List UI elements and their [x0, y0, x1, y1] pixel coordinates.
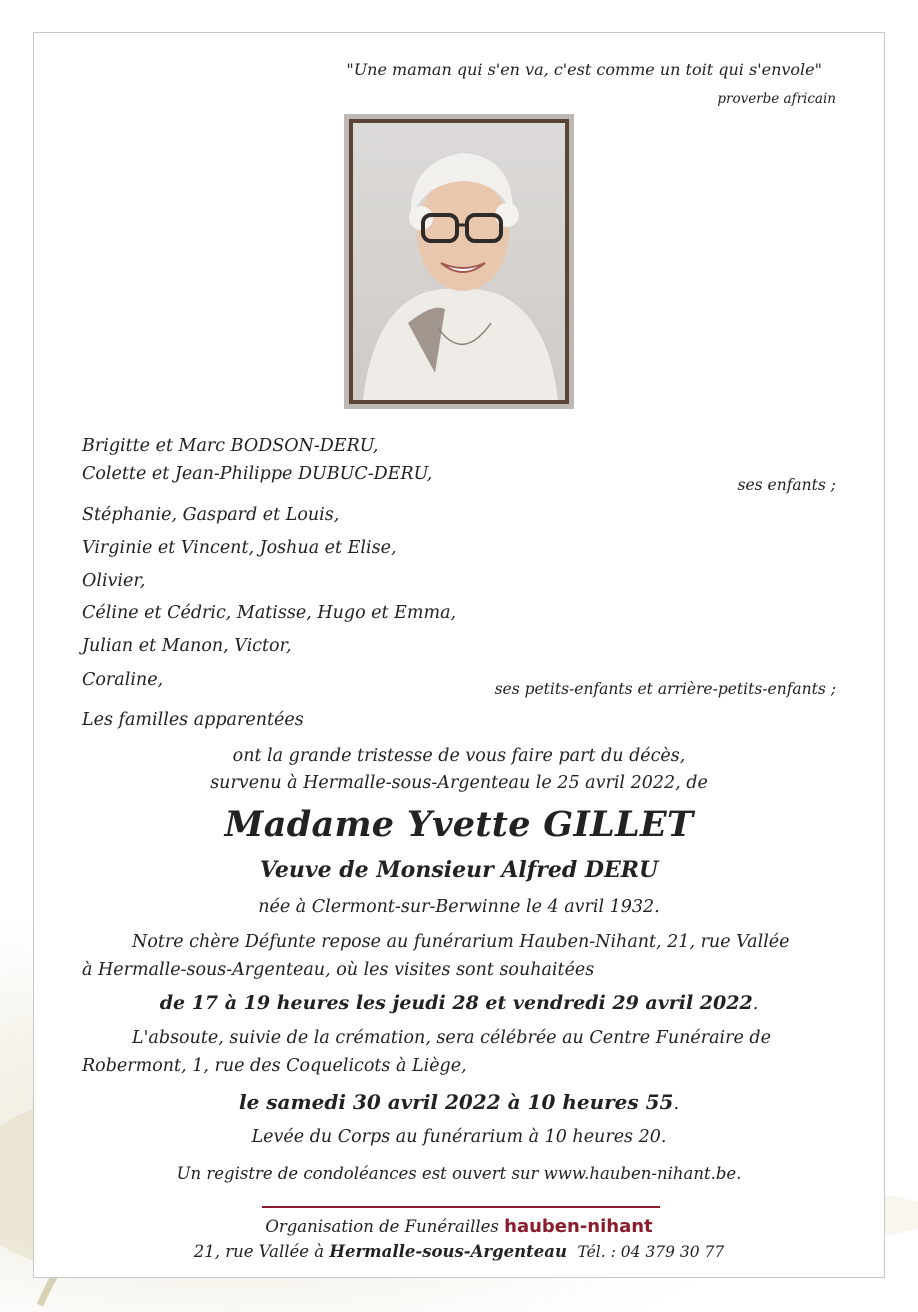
- grandchildren-label: ses petits-enfants et arrière-petits-enfants ;: [494, 680, 836, 698]
- ceremony-line-2: Robermont, 1, rue des Coquelicots à Liège,: [82, 1056, 467, 1076]
- ceremony-date-end: .: [673, 1094, 680, 1114]
- footer-address-city: Hermalle-sous-Argenteau: [329, 1242, 567, 1261]
- announcement-line-2: survenu à Hermalle-sous-Argenteau le 25 avril 2022, de: [210, 773, 708, 793]
- footer-org-prefix: Organisation de Funérailles: [265, 1217, 499, 1236]
- footer-org-line: [0, 1216, 918, 1237]
- portrait-photo: [349, 119, 569, 404]
- quote-text: "Une maman qui s'en va, c'est comme un toit qui s'envole": [346, 60, 822, 79]
- portrait-image: [353, 123, 565, 400]
- children-label: ses enfants ;: [737, 476, 836, 494]
- grandchildren-name-5: Julian et Manon, Victor,: [82, 636, 292, 656]
- grandchildren-name-3: Olivier,: [82, 571, 146, 591]
- footer-address-prefix: 21, rue Vallée à: [193, 1242, 325, 1261]
- registry-line: Un registre de condoléances est ouvert sur www.hauben-nihant.be.: [176, 1164, 742, 1183]
- announcement-line-1: ont la grande tristesse de vous faire part du décès,: [232, 746, 686, 766]
- visitation-hours-line: [0, 992, 918, 1014]
- ceremony-line-1: L'absoute, suivie de la crémation, sera célébrée au Centre Funéraire de: [132, 1028, 771, 1048]
- grandchildren-name-2: Virginie et Vincent, Joshua et Elise,: [82, 538, 397, 558]
- footer-divider: [262, 1206, 660, 1208]
- footer-address-line: [0, 1242, 918, 1261]
- brand-logo: hauben-nihant: [504, 1216, 653, 1237]
- footer-phone: Tél. : 04 379 30 77: [577, 1243, 725, 1261]
- grandchildren-name-6: Coraline,: [82, 670, 164, 690]
- deceased-widow: Veuve de Monsieur Alfred DERU: [259, 857, 659, 883]
- grandchildren-name-1: Stéphanie, Gaspard et Louis,: [82, 505, 340, 525]
- visitation-hours-end: .: [752, 994, 759, 1014]
- children-name-2: Colette et Jean-Philippe DUBUC-DERU,: [82, 464, 433, 484]
- deceased-name: Madame Yvette GILLET: [224, 804, 694, 845]
- grandchildren-name-4: Céline et Cédric, Matisse, Hugo et Emma,: [82, 603, 457, 623]
- ceremony-date: le samedi 30 avril 2022 à 10 heures 55: [238, 1090, 674, 1114]
- levee-line: Levée du Corps au funérarium à 10 heures 20.: [251, 1127, 667, 1147]
- children-name-1: Brigitte et Marc BODSON-DERU,: [82, 436, 379, 456]
- deceased-birth: née à Clermont-sur-Berwinne le 4 avril 1932.: [258, 897, 660, 917]
- ceremony-date-line: [0, 1090, 918, 1114]
- families-line: Les familles apparentées: [82, 710, 304, 730]
- quote-source: proverbe africain: [717, 91, 836, 107]
- visitation-line-1: Notre chère Défunte repose au funérarium Hauben-Nihant, 21, rue Vallée: [132, 932, 790, 952]
- visitation-hours: de 17 à 19 heures les jeudi 28 et vendredi 29 avril 2022: [159, 992, 753, 1014]
- visitation-line-2: à Hermalle-sous-Argenteau, où les visites sont souhaitées: [82, 960, 595, 980]
- portrait-frame: [344, 114, 574, 409]
